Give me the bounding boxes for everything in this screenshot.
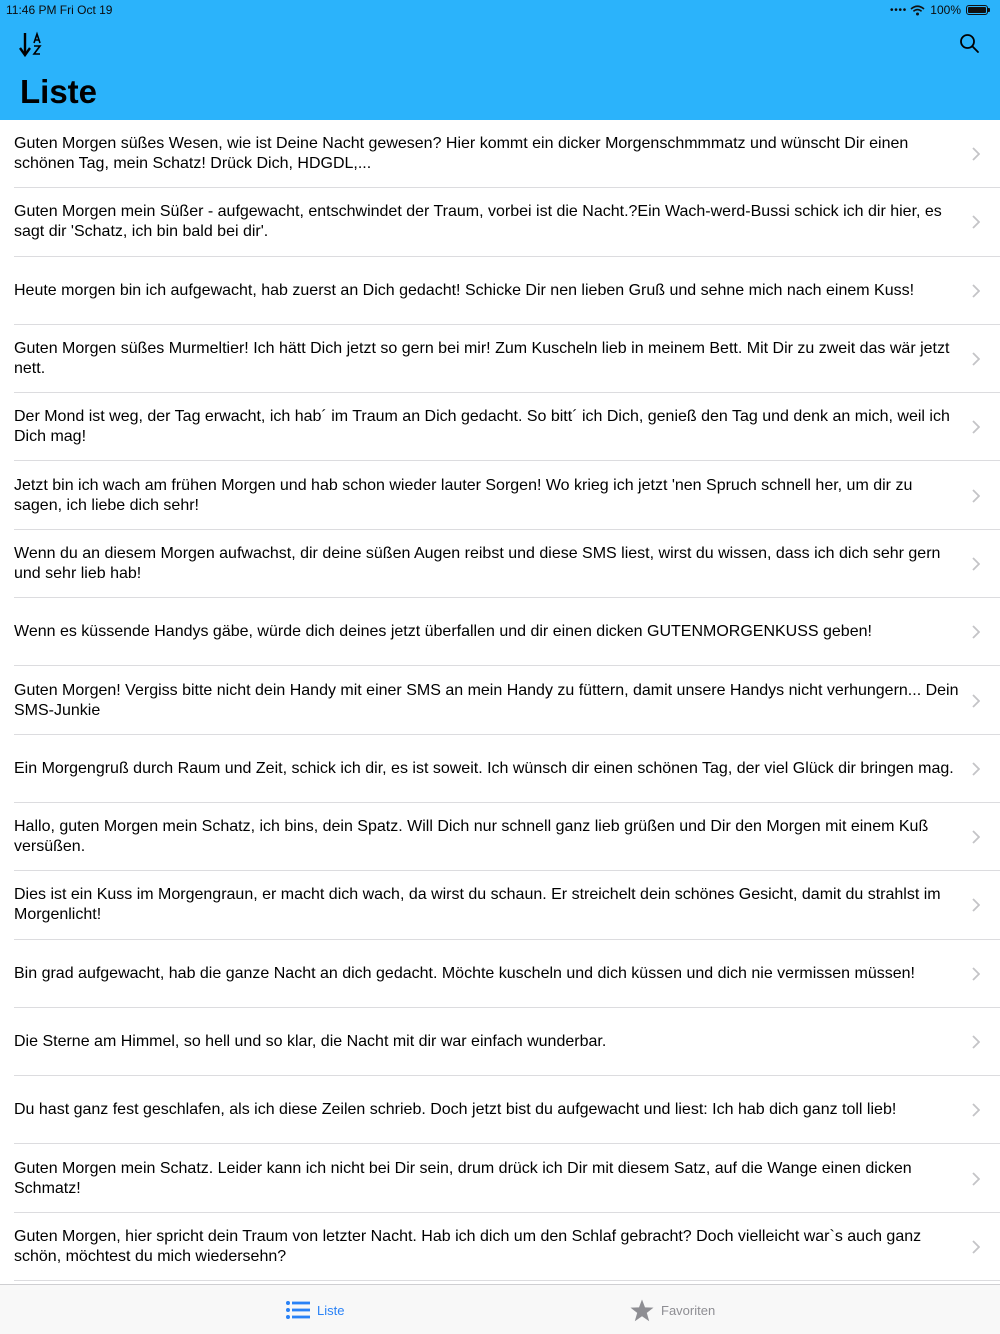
battery-percent: 100%: [930, 3, 961, 17]
chevron-right-icon: [972, 420, 980, 434]
chevron-right-icon: [972, 762, 980, 776]
chevron-right-icon: [972, 1240, 980, 1254]
list-icon: [286, 1301, 310, 1319]
list-item[interactable]: [0, 803, 1000, 871]
list-item[interactable]: [0, 325, 1000, 393]
list-item[interactable]: [0, 188, 1000, 256]
list-item-text: Guten Morgen süßes Murmeltier! Ich hätt Dich jetzt so gern bei mir! Zum Kuscheln lieb in meinem Bett. Mit Dir zu zweit das wär jetzt nett.: [14, 340, 950, 378]
chevron-right-icon: [972, 898, 980, 912]
list-item[interactable]: [0, 1076, 1000, 1144]
list-item-text: Heute morgen bin ich aufgewacht, hab zuerst an Dich gedacht! Schicke Dir nen lieben Gruß und sehne mich nach einem Kuss!: [14, 281, 915, 299]
tab-favoriten-label: Favoriten: [661, 1302, 716, 1318]
star-icon: [630, 1299, 654, 1322]
list-item-text: Du hast ganz fest geschlafen, als ich diese Zeilen schrieb. Doch jetzt bist du aufgewacht und liest: Ich hab dich ganz toll lieb!: [14, 1101, 897, 1119]
list-item[interactable]: [0, 666, 1000, 734]
search-button[interactable]: [958, 32, 982, 56]
search-icon: [958, 32, 982, 56]
status-bar: [0, 0, 1000, 20]
list-item[interactable]: [0, 871, 1000, 939]
battery-icon: [966, 5, 988, 15]
tab-favoriten[interactable]: [630, 1285, 715, 1334]
list-item-text: Wenn du an diesem Morgen aufwachst, dir deine süßen Augen reibst und diese SMS liest, wirst du wissen, dass ich dich sehr gern und sehr lieb hab!: [14, 544, 941, 582]
list-item-text: Die Sterne am Himmel, so hell und so klar, die Nacht mit dir war einfach wunderbar.: [14, 1033, 607, 1050]
list-item-text: Guten Morgen! Vergiss bitte nicht dein Handy mit einer SMS an mein Handy zu füttern, damit unsere Handys nicht verhungern... Dein SMS-Junkie: [14, 681, 959, 719]
chevron-right-icon: [972, 1172, 980, 1186]
list-item[interactable]: [0, 393, 1000, 461]
chevron-right-icon: [972, 967, 980, 981]
chevron-right-icon: [972, 1035, 980, 1049]
wifi-icon: [910, 5, 925, 16]
list-item[interactable]: [0, 1213, 1000, 1281]
tab-liste[interactable]: [286, 1285, 344, 1334]
list-item-text: Guten Morgen mein Süßer - aufgewacht, entschwindet der Traum, vorbei ist die Nacht.?Ein Wach-werd-Bussi schick ich dir hier, es sagt dir 'Schatz, ich bin bald bei dir'.: [14, 203, 942, 241]
list-item-text: Guten Morgen mein Schatz. Leider kann ich nicht bei Dir sein, drum drück ich Dir mit diesem Satz, auf die Wange einen dicken Schmatz!: [14, 1159, 912, 1197]
list-item[interactable]: [0, 120, 1000, 188]
tab-bar: [0, 1284, 1000, 1334]
sort-az-icon: [18, 30, 48, 60]
signal-icon: • • • •: [889, 4, 906, 16]
status-time-date: 11:46 PM Fri Oct 19: [6, 3, 113, 17]
list-item-text: Jetzt bin ich wach am frühen Morgen und hab schon wieder lauter Sorgen! Wo krieg ich jetzt 'nen Spruch schnell her, um dir zu sagen, ich liebe dich sehr!: [14, 476, 913, 514]
list-item[interactable]: [0, 1008, 1000, 1076]
chevron-right-icon: [972, 489, 980, 503]
chevron-right-icon: [972, 352, 980, 366]
list-item-text: Bin grad aufgewacht, hab die ganze Nacht an dich gedacht. Möchte kuscheln und dich küssen und dich nie vermissen müssen!: [14, 964, 915, 982]
sort-az-button[interactable]: [18, 30, 48, 60]
chevron-right-icon: [972, 557, 980, 571]
list-item-text: Wenn es küssende Handys gäbe, würde dich deines jetzt überfallen und dir einen dicken GUTENMORGENKUSS geben!: [14, 623, 872, 641]
list-item-text: Der Mond ist weg, der Tag erwacht, ich hab´ im Traum an Dich gedacht. So bitt´ ich Dich, genieß den Tag und denk an mich, weil ich Dich mag!: [14, 408, 950, 446]
chevron-right-icon: [972, 215, 980, 229]
list-item-text: Guten Morgen süßes Wesen, wie ist Deine Nacht gewesen? Hier kommt ein dicker Morgenschmmmatz und wünscht Dir einen schönen Tag, mein Schatz! Drück Dich, HDGDL,...: [14, 135, 909, 173]
tab-liste-label: Liste: [317, 1302, 345, 1318]
page-title: Liste: [20, 73, 98, 110]
chevron-right-icon: [972, 830, 980, 844]
list-item-text: Guten Morgen, hier spricht dein Traum von letzter Nacht. Hab ich dich um den Schlaf gebracht? Doch vielleicht war`s auch ganz schön, möchtest du mich wiedersehn?: [14, 1227, 922, 1265]
list-item[interactable]: [0, 257, 1000, 325]
list-item[interactable]: [0, 530, 1000, 598]
list-item-text: Ein Morgengruß durch Raum und Zeit, schick ich dir, es ist soweit. Ich wünsch dir einen schönen Tag, der viel Glück dir bringen mag.: [14, 759, 954, 777]
list-item[interactable]: [0, 598, 1000, 666]
status-indicators: [890, 2, 988, 18]
list-item[interactable]: [0, 1144, 1000, 1212]
list-item-text: Dies ist ein Kuss im Morgengraun, er macht dich wach, da wirst du schaun. Er streichelt dein schönes Gesicht, damit du strahlst im Morgenlicht!: [14, 886, 941, 924]
chevron-right-icon: [972, 284, 980, 298]
chevron-right-icon: [972, 625, 980, 639]
chevron-right-icon: [972, 694, 980, 708]
list-item[interactable]: [0, 461, 1000, 529]
list-item-text: Hallo, guten Morgen mein Schatz, ich bins, dein Spatz. Will Dich nur schnell ganz lieb grüßen und Dir den Morgen mit einem Kuß versüßen.: [14, 818, 929, 856]
chevron-right-icon: [972, 1103, 980, 1117]
message-list: [0, 120, 1000, 1284]
list-item[interactable]: [0, 940, 1000, 1008]
navigation-header: [0, 0, 1000, 120]
chevron-right-icon: [972, 147, 980, 161]
battery-level: [968, 7, 986, 13]
list-item[interactable]: [0, 735, 1000, 803]
